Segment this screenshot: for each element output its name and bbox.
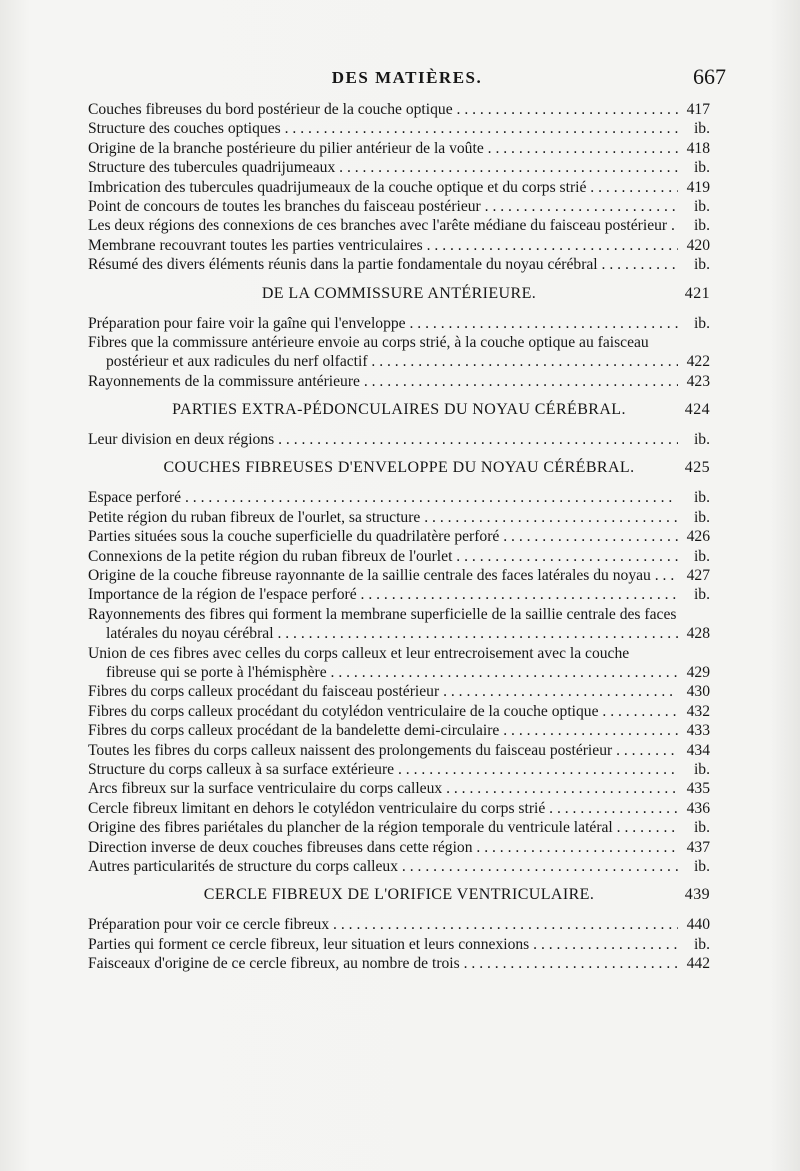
toc-entry-page-ref: 420	[678, 236, 710, 255]
toc-entry	[88, 857, 710, 876]
toc-entry-text: Structure des couches optiques . . .	[88, 119, 680, 138]
toc-entry-text: Les deux régions des connexions de ces branches avec l'arête médiane du faisceau postérieur . . .	[88, 216, 680, 235]
toc-entry	[88, 430, 710, 449]
toc-entry	[88, 488, 710, 507]
toc-entry-page-ref: 426	[678, 527, 710, 546]
toc-entry	[88, 139, 710, 158]
toc-entry-page-ref: ib.	[678, 216, 710, 235]
toc-entry	[88, 508, 710, 527]
toc-entry-page-ref: ib.	[678, 430, 710, 449]
toc-entry	[88, 644, 710, 683]
toc-entry-page-ref: 442	[678, 954, 710, 973]
toc-entry	[88, 566, 710, 585]
toc-entry-page-ref: 435	[678, 779, 710, 798]
toc-entry-text: Couches fibreuses du bord postérieur de la couche optique . . .	[88, 100, 680, 119]
toc-entry	[88, 799, 710, 818]
section-page-ref: 421	[684, 284, 710, 302]
section-title: PARTIES EXTRA-PÉDONCULAIRES DU NOYAU CÉRÉBRAL.	[172, 401, 626, 419]
toc-entry-text: Préparation pour voir ce cercle fibreux . . .	[88, 915, 680, 934]
toc-entry-text: Faisceaux d'origine de ce cercle fibreux, au nombre de trois . . .	[88, 954, 680, 973]
section-heading	[88, 458, 710, 478]
toc-entry-text: Espace perforé . . .	[88, 488, 680, 507]
toc-entry	[88, 605, 710, 644]
toc-entry	[88, 682, 710, 701]
toc-entry-page-ref: ib.	[678, 760, 710, 779]
toc-entry-text: Structure des tubercules quadrijumeaux . . .	[88, 158, 680, 177]
toc-entry	[88, 178, 710, 197]
toc-entry-text: Rayonnements des fibres qui forment la membrane superficielle de la saillie centrale des faces latérales du noyau cérébral . . .	[88, 605, 680, 644]
toc-entry-page-ref: ib.	[678, 547, 710, 566]
toc-entry	[88, 372, 710, 391]
section-heading	[88, 885, 710, 905]
toc-entry-page-ref: ib.	[678, 585, 710, 604]
toc-entry	[88, 236, 710, 255]
toc-entry-page-ref: 422	[678, 352, 710, 371]
toc-entry	[88, 216, 710, 235]
section-heading	[88, 400, 710, 420]
toc-entry-page-ref: ib.	[678, 935, 710, 954]
toc-entry-text: Structure du corps calleux à sa surface extérieure . . .	[88, 760, 680, 779]
toc-entry-text: Union de ces fibres avec celles du corps calleux et leur entrecroisement avec la couche fibreuse qui se porte à l'hémisphère . . .	[88, 644, 680, 683]
toc-entry	[88, 100, 710, 119]
toc-entry-text: Arcs fibreux sur la surface ventriculaire du corps calleux . . .	[88, 779, 680, 798]
toc-entry-page-ref: 428	[678, 624, 710, 643]
toc-entry	[88, 818, 710, 837]
section-title: DE LA COMMISSURE ANTÉRIEURE.	[261, 284, 537, 302]
section-page-ref: 424	[684, 401, 710, 419]
toc-entry	[88, 721, 710, 740]
toc-entry	[88, 702, 710, 721]
toc-entry-page-ref: ib.	[678, 488, 710, 507]
section-title: COUCHES FIBREUSES D'ENVELOPPE DU NOYAU CÉRÉBRAL.	[163, 459, 635, 477]
toc-entry	[88, 119, 710, 138]
toc-entry-page-ref: 433	[678, 721, 710, 740]
toc-entry-page-ref: ib.	[678, 255, 710, 274]
toc-entry-page-ref: ib.	[678, 314, 710, 333]
table-of-contents	[88, 100, 710, 974]
toc-entry-page-ref: 432	[678, 702, 710, 721]
toc-entry-text: Résumé des divers éléments réunis dans la partie fondamentale du noyau cérébral . . .	[88, 255, 680, 274]
toc-entry	[88, 547, 710, 566]
toc-entry	[88, 197, 710, 216]
toc-entry-text: Cercle fibreux limitant en dehors le cotylédon ventriculaire du corps strié . . .	[88, 799, 680, 818]
toc-entry-page-ref: ib.	[678, 197, 710, 216]
toc-entry-text: Rayonnements de la commissure antérieure . . .	[88, 372, 680, 391]
toc-entry-page-ref: 436	[678, 799, 710, 818]
toc-entry-text: Fibres que la commissure antérieure envoie au corps strié, à la couche optique au faisceau postérieur et aux radicules du nerf olfactif . . .	[88, 333, 680, 372]
toc-entry-text: Direction inverse de deux couches fibreuses dans cette région . . .	[88, 838, 680, 857]
toc-entry-text: Autres particularités de structure du corps calleux . . .	[88, 857, 680, 876]
toc-entry-text: Parties situées sous la couche superficielle du quadrilatère perforé . . .	[88, 527, 680, 546]
toc-entry	[88, 954, 710, 973]
toc-entry-text: Fibres du corps calleux procédant du cotylédon ventriculaire de la couche optique . . .	[88, 702, 680, 721]
toc-entry-text: Fibres du corps calleux procédant du faisceau postérieur . . .	[88, 682, 680, 701]
toc-entry	[88, 527, 710, 546]
toc-entry-page-ref: 427	[678, 566, 710, 585]
toc-entry-page-ref: 430	[678, 682, 710, 701]
toc-entry-text: Imbrication des tubercules quadrijumeaux de la couche optique et du corps strié . . .	[88, 178, 680, 197]
toc-entry-page-ref: 440	[678, 915, 710, 934]
toc-entry-text: Leur division en deux régions . . .	[88, 430, 680, 449]
section-page-ref: 425	[684, 459, 710, 477]
toc-entry-page-ref: 434	[678, 741, 710, 760]
toc-entry	[88, 158, 710, 177]
running-title: DES MATIÈRES.	[331, 68, 483, 87]
toc-entry-text: Toutes les fibres du corps calleux naissent des prolongements du faisceau postérieur . . .	[88, 741, 680, 760]
toc-entry	[88, 585, 710, 604]
toc-entry	[88, 760, 710, 779]
toc-entry-page-ref: ib.	[678, 119, 710, 138]
page-header	[88, 64, 726, 94]
toc-entry-text: Origine de la branche postérieure du pilier antérieur de la voûte . . .	[88, 139, 680, 158]
toc-entry-text: Fibres du corps calleux procédant de la bandelette demi-circulaire . . .	[88, 721, 680, 740]
toc-entry-page-ref: 429	[678, 663, 710, 682]
toc-entry-page-ref: 418	[678, 139, 710, 158]
section-page-ref: 439	[684, 886, 710, 904]
toc-entry-text: Petite région du ruban fibreux de l'ourlet, sa structure . . .	[88, 508, 680, 527]
toc-entry-text: Importance de la région de l'espace perforé . . .	[88, 585, 680, 604]
toc-entry	[88, 314, 710, 333]
toc-entry-page-ref: ib.	[678, 158, 710, 177]
toc-entry-text: Point de concours de toutes les branches du faisceau postérieur . . .	[88, 197, 680, 216]
toc-entry-page-ref: 419	[678, 178, 710, 197]
toc-entry-page-ref: ib.	[678, 857, 710, 876]
toc-entry	[88, 255, 710, 274]
page-number: 667	[693, 64, 726, 89]
toc-entry	[88, 333, 710, 372]
toc-entry-text: Préparation pour faire voir la gaîne qui l'enveloppe . . .	[88, 314, 680, 333]
section-title: CERCLE FIBREUX DE L'ORIFICE VENTRICULAIRE.	[203, 886, 595, 904]
toc-entry	[88, 915, 710, 934]
toc-entry	[88, 838, 710, 857]
toc-entry	[88, 779, 710, 798]
toc-entry-page-ref: ib.	[678, 508, 710, 527]
toc-entry-text: Origine de la couche fibreuse rayonnante de la saillie centrale des faces latérales du noyau . . .	[88, 566, 680, 585]
toc-entry-text: Membrane recouvrant toutes les parties ventriculaires . . .	[88, 236, 680, 255]
toc-entry-page-ref: ib.	[678, 818, 710, 837]
toc-entry-text: Origine des fibres pariétales du plancher de la région temporale du ventricule latéral . . .	[88, 818, 680, 837]
toc-entry-text: Parties qui forment ce cercle fibreux, leur situation et leurs connexions . . .	[88, 935, 680, 954]
toc-entry	[88, 741, 710, 760]
toc-entry-page-ref: 423	[678, 372, 710, 391]
toc-entry-text: Connexions de la petite région du ruban fibreux de l'ourlet . . .	[88, 547, 680, 566]
toc-entry-page-ref: 437	[678, 838, 710, 857]
toc-entry-page-ref: 417	[678, 100, 710, 119]
toc-entry	[88, 935, 710, 954]
section-heading	[88, 284, 710, 304]
